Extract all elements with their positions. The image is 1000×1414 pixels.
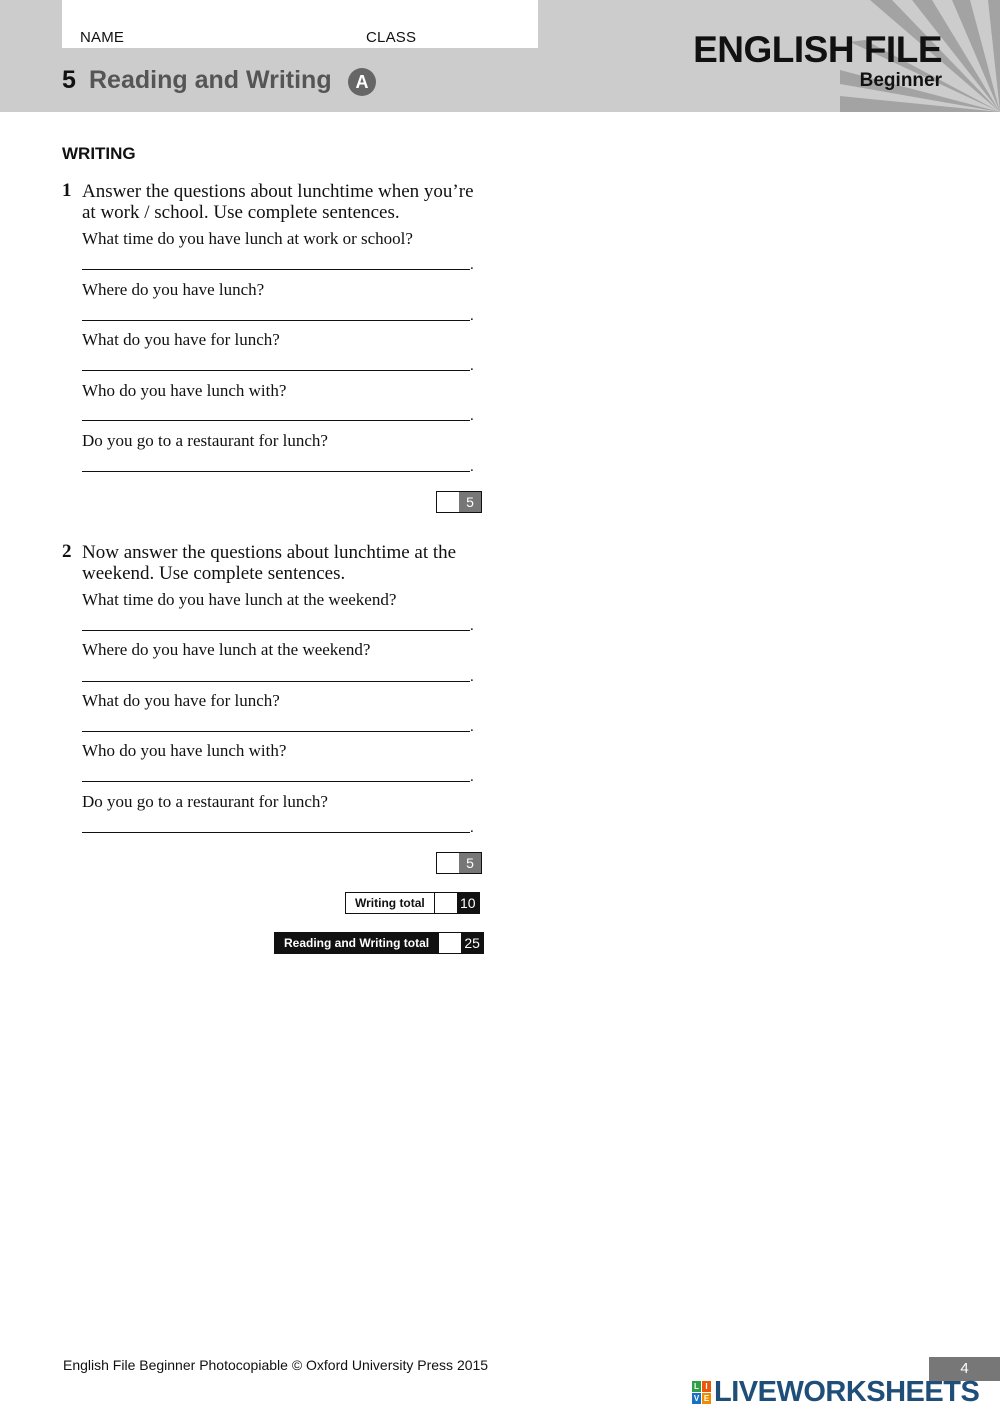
logo-tile: L: [692, 1381, 701, 1392]
footer-copyright: Photocopiable © Oxford University Press 2015: [199, 1357, 489, 1373]
question-instruction: Answer the questions about lunchtime when you’re at work / school. Use complete sentences.: [82, 181, 474, 223]
line-end-period: .: [470, 358, 474, 374]
unit-title: Reading and Writing: [89, 66, 332, 94]
sub-question: What time do you have lunch at work or school?: [82, 229, 413, 248]
question-number: 2: [62, 541, 72, 562]
question-number: 1: [62, 180, 72, 201]
answer-line[interactable]: [82, 471, 470, 472]
reading-writing-total-row: [274, 932, 484, 954]
class-label: CLASS: [366, 29, 417, 46]
brand-logo: [693, 30, 942, 92]
answer-line[interactable]: [82, 269, 470, 270]
line-end-period: .: [470, 308, 474, 324]
line-end-period: .: [470, 669, 474, 685]
writing-total-row: [345, 892, 480, 914]
answer-line[interactable]: [82, 731, 470, 732]
sub-question: Who do you have lunch with?: [82, 741, 287, 760]
score-input[interactable]: [437, 853, 459, 873]
version-badge: A: [348, 68, 376, 96]
liveworksheets-tiles-icon: [692, 1381, 711, 1404]
name-class-box: [62, 0, 538, 48]
name-label: NAME: [80, 29, 125, 46]
logo-tile: V: [693, 1394, 700, 1403]
score-input[interactable]: [437, 492, 459, 512]
sub-question: Do you go to a restaurant for lunch?: [82, 431, 328, 450]
line-end-period: .: [470, 820, 474, 836]
writing-total-input[interactable]: [434, 893, 457, 913]
score-box: [436, 852, 482, 874]
answer-line[interactable]: [82, 420, 470, 421]
question-instruction: Now answer the questions about lunchtime at the weekend. Use complete sentences.: [82, 542, 457, 584]
reading-writing-total-label: Reading and Writing total: [284, 936, 430, 950]
sub-question: What time do you have lunch at the weekend?: [82, 590, 397, 609]
sub-question: Where do you have lunch at the weekend?: [82, 640, 371, 659]
answer-line[interactable]: [82, 630, 470, 631]
sub-question: What do you have for lunch?: [82, 330, 280, 349]
score-total: 5: [459, 853, 481, 873]
line-end-period: .: [470, 769, 474, 785]
liveworksheets-wordmark: LIVEWORKSHEETS: [714, 1376, 980, 1408]
answer-line[interactable]: [82, 681, 470, 682]
reading-writing-total-input[interactable]: [438, 933, 461, 953]
reading-writing-total-value: 25: [461, 933, 483, 953]
writing-total-value: 10: [457, 893, 479, 913]
page-number: 4: [929, 1357, 1000, 1381]
unit-number: 5: [62, 66, 76, 94]
answer-line[interactable]: [82, 781, 470, 782]
footer-credit: [63, 1357, 488, 1373]
line-end-period: .: [470, 257, 474, 273]
section-heading: WRITING: [62, 144, 136, 163]
line-end-period: .: [470, 408, 474, 424]
page-header: [0, 0, 1000, 112]
liveworksheets-logo: [692, 1376, 979, 1409]
answer-line[interactable]: [82, 832, 470, 833]
logo-tile: E: [703, 1394, 710, 1403]
brand-level: Beginner: [859, 70, 942, 91]
score-box: [436, 491, 482, 513]
footer-book-title: English File Beginner: [63, 1357, 196, 1373]
line-end-period: .: [470, 618, 474, 634]
brand-title: ENGLISH FILE: [693, 29, 942, 70]
sub-question: Who do you have lunch with?: [82, 381, 287, 400]
line-end-period: .: [470, 459, 474, 475]
logo-tile: I: [702, 1381, 711, 1392]
line-end-period: .: [470, 719, 474, 735]
sub-question: Do you go to a restaurant for lunch?: [82, 792, 328, 811]
answer-line[interactable]: [82, 370, 470, 371]
sub-question: What do you have for lunch?: [82, 691, 280, 710]
sub-question: Where do you have lunch?: [82, 280, 265, 299]
writing-total-label: Writing total: [355, 896, 425, 910]
answer-line[interactable]: [82, 320, 470, 321]
score-total: 5: [459, 492, 481, 512]
